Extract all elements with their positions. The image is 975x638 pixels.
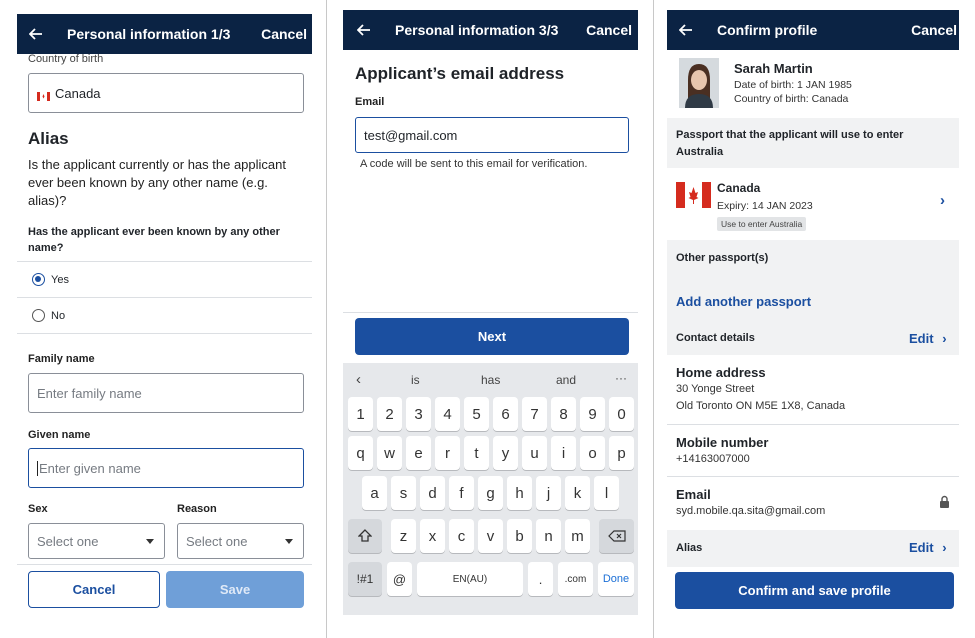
key[interactable]: 9 (580, 397, 605, 431)
key[interactable]: p (609, 436, 634, 470)
radio-yes[interactable] (32, 273, 45, 286)
back-arrow-icon[interactable] (27, 25, 45, 43)
panel-confirm-profile (667, 0, 959, 638)
mobile-value: +14163007000 (676, 453, 750, 465)
on-screen-keyboard (343, 363, 638, 615)
sex-select-value: Select one (37, 533, 99, 549)
family-name-input[interactable] (28, 373, 304, 413)
key[interactable]: r (435, 436, 460, 470)
confirm-and-save-button[interactable]: Confirm and save profile (675, 572, 954, 609)
key[interactable]: m (565, 519, 590, 553)
canada-flag-icon (676, 182, 711, 208)
passport-card[interactable] (667, 170, 959, 240)
panel-personal-info-3 (343, 0, 638, 638)
back-arrow-icon[interactable] (677, 21, 695, 39)
person-photo-icon (679, 58, 719, 108)
key[interactable]: d (420, 476, 445, 510)
header-cancel-button[interactable]: Cancel (586, 22, 632, 38)
divider (667, 476, 959, 477)
cancel-button[interactable]: Cancel (28, 571, 160, 608)
key[interactable]: o (580, 436, 605, 470)
passport-badge: Use to enter Australia (717, 217, 806, 231)
home-address-line2: Old Toronto ON M5E 1X8, Canada (676, 400, 846, 412)
sex-select[interactable] (28, 523, 165, 559)
family-name-placeholder: Enter family name (37, 385, 142, 401)
email-label: Email (676, 487, 711, 502)
country-value: Canada (55, 85, 101, 101)
key[interactable]: j (536, 476, 561, 510)
panel-divider (653, 0, 654, 638)
key[interactable]: x (420, 519, 445, 553)
reason-select[interactable] (177, 523, 304, 559)
email-value: syd.mobile.qa.sita@gmail.com (676, 505, 826, 517)
edit-label: Edit (909, 331, 934, 346)
divider (667, 424, 959, 425)
key[interactable]: 8 (551, 397, 576, 431)
divider (343, 312, 638, 313)
save-button[interactable]: Save (166, 571, 304, 608)
key[interactable]: 6 (493, 397, 518, 431)
key[interactable]: v (478, 519, 503, 553)
key[interactable]: 3 (406, 397, 431, 431)
header-title: Personal information 1/3 (67, 26, 231, 42)
next-button[interactable]: Next (355, 318, 629, 355)
sex-label: Sex (28, 503, 48, 515)
passport-expiry: Expiry: 14 JAN 2023 (717, 200, 813, 212)
panel-personal-info-1 (0, 0, 326, 638)
key[interactable]: q (348, 436, 373, 470)
suggestion-1[interactable]: is (411, 373, 420, 387)
reason-select-value: Select one (186, 533, 248, 549)
key[interactable]: c (449, 519, 474, 553)
key[interactable]: n (536, 519, 561, 553)
header-title: Confirm profile (717, 22, 818, 38)
alias-edit-link[interactable] (909, 540, 947, 555)
reason-label: Reason (177, 503, 217, 515)
family-name-label: Family name (28, 353, 95, 365)
given-name-input[interactable] (28, 448, 304, 488)
key[interactable]: h (507, 476, 532, 510)
divider (17, 297, 312, 298)
add-another-passport-link[interactable]: Add another passport (676, 294, 812, 309)
other-passports-label: Other passport(s) (676, 252, 769, 264)
canada-flag-icon (37, 89, 50, 98)
header-bar (17, 14, 312, 54)
country-label: Country of birth (28, 53, 104, 65)
text-cursor (37, 461, 38, 476)
key[interactable]: z (391, 519, 416, 553)
shift-icon (358, 529, 372, 543)
key[interactable]: u (522, 436, 547, 470)
symbols-key[interactable]: !#1 (348, 562, 382, 596)
profile-photo (679, 58, 719, 108)
key[interactable]: t (464, 436, 489, 470)
chevron-down-icon (285, 539, 293, 544)
key[interactable]: g (478, 476, 503, 510)
key[interactable]: l (594, 476, 619, 510)
key[interactable]: w (377, 436, 402, 470)
email-input[interactable] (355, 117, 629, 153)
passport-country: Canada (717, 181, 761, 195)
dot-com-key[interactable]: .com (558, 562, 593, 596)
header-title: Personal information 3/3 (395, 22, 559, 38)
chevron-down-icon (146, 539, 154, 544)
shift-key[interactable] (348, 519, 382, 553)
key[interactable]: e (406, 436, 431, 470)
key[interactable]: 4 (435, 397, 460, 431)
contact-edit-link[interactable] (909, 331, 947, 346)
chevron-right-icon: › (942, 331, 947, 346)
key[interactable]: a (362, 476, 387, 510)
alias-heading: Alias (28, 129, 69, 148)
email-helper-text: A code will be sent to this email for verification. (360, 158, 588, 170)
key[interactable]: k (565, 476, 590, 510)
header-cancel-button[interactable]: Cancel (911, 22, 957, 38)
country-field[interactable] (28, 73, 304, 113)
given-name-placeholder: Enter given name (39, 460, 141, 476)
key[interactable]: 2 (377, 397, 402, 431)
lock-icon (939, 495, 950, 508)
key[interactable]: f (449, 476, 474, 510)
at-key[interactable]: @ (387, 562, 412, 596)
dot-key[interactable]: . (528, 562, 553, 596)
alias-label: Alias (676, 542, 703, 554)
passport-section-title: Passport that the applicant will use to enter Australia (676, 129, 904, 158)
page-title: Applicant’s email address (355, 64, 565, 83)
alias-question: Has the applicant ever been known by any other name? (28, 226, 280, 254)
edit-label: Edit (909, 540, 934, 555)
space-key[interactable]: EN(AU) (417, 562, 523, 596)
backspace-icon (608, 530, 626, 542)
header-cancel-button[interactable]: Cancel (261, 26, 307, 42)
given-name-label: Given name (28, 429, 91, 441)
key[interactable]: i (551, 436, 576, 470)
country-of-birth: Country of birth: Canada (734, 93, 849, 105)
email-value: test@gmail.com (364, 127, 458, 143)
done-key[interactable]: Done (598, 562, 634, 596)
more-suggestions-icon[interactable]: ··· (615, 371, 627, 385)
backspace-key[interactable] (599, 519, 634, 553)
divider (17, 261, 312, 262)
home-address-label: Home address (676, 365, 766, 380)
home-address-line1: 30 Yonge Street (676, 383, 755, 395)
radio-no-label: No (51, 310, 66, 322)
key[interactable]: 5 (464, 397, 489, 431)
contact-details-label: Contact details (676, 332, 755, 344)
keyboard-back-icon[interactable]: ‹ (356, 371, 361, 388)
radio-yes-label: Yes (51, 274, 69, 286)
key[interactable]: y (493, 436, 518, 470)
key[interactable]: 7 (522, 397, 547, 431)
suggestion-2[interactable]: has (481, 373, 501, 387)
divider (17, 564, 312, 565)
alias-description: Is the applicant currently or has the applicant ever been known by any other name (e.g. alias)? (28, 157, 286, 208)
header-bar (667, 10, 959, 50)
applicant-name: Sarah Martin (734, 61, 813, 76)
date-of-birth: Date of birth: 1 JAN 1985 (734, 79, 852, 91)
header-bar (343, 10, 638, 50)
key[interactable]: 1 (348, 397, 373, 431)
chevron-right-icon: › (942, 540, 947, 555)
suggestion-3[interactable]: and (556, 373, 577, 387)
key[interactable]: s (391, 476, 416, 510)
key[interactable]: 0 (609, 397, 634, 431)
mobile-label: Mobile number (676, 435, 769, 450)
back-arrow-icon[interactable] (355, 21, 373, 39)
email-label: Email (355, 96, 385, 108)
panel-divider (326, 0, 327, 638)
divider (17, 333, 312, 334)
key[interactable]: b (507, 519, 532, 553)
radio-no[interactable] (32, 309, 45, 322)
chevron-right-icon: › (940, 192, 945, 209)
